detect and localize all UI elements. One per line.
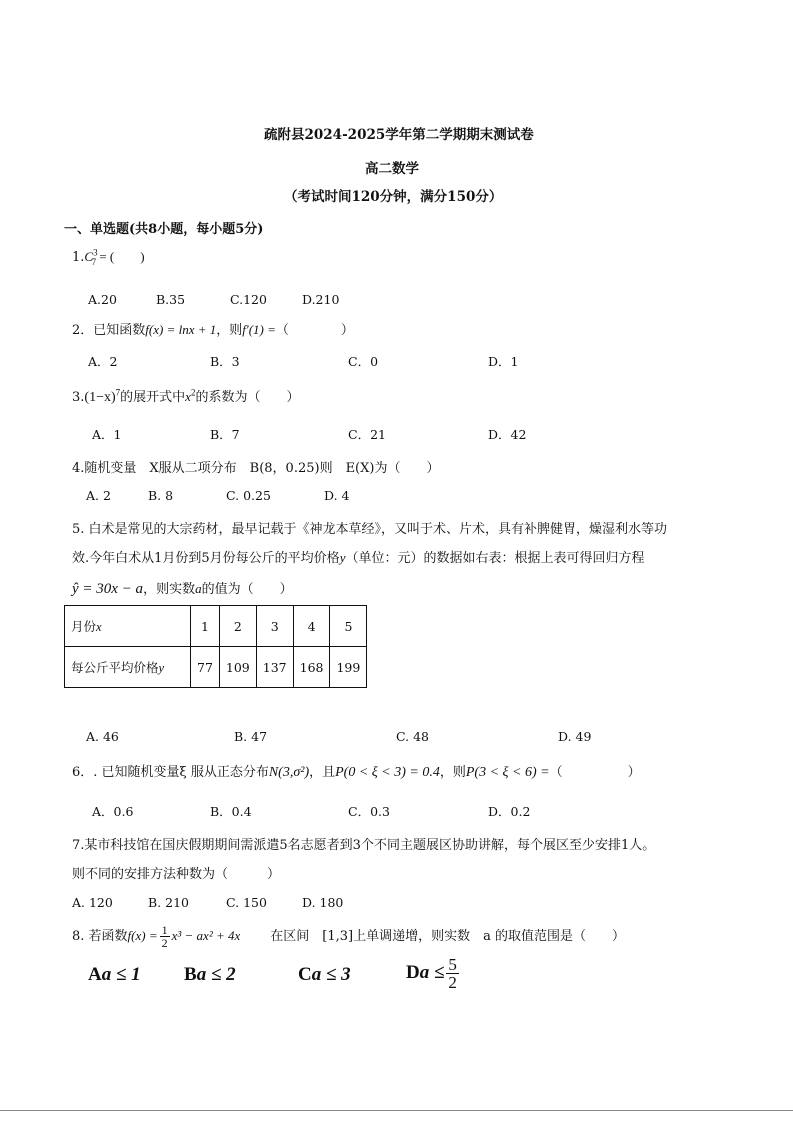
price-cell: 168 [293, 647, 330, 688]
price-cell: 109 [219, 647, 256, 688]
q5-line3-a: ，则实数 [143, 582, 196, 597]
price-var: y [158, 661, 165, 675]
q8-frac-den: 2 [161, 936, 168, 950]
q6-cond: P(0 < ξ < 3) = 0.4 [335, 765, 440, 780]
q8-option-c-expr: a ≤ 3 [311, 964, 351, 985]
subject-title: 高二数学 [365, 161, 419, 177]
q3-option-d: D．42 [488, 427, 527, 442]
q3-var-sup: 2 [190, 387, 196, 398]
q2-option-a: A．2 [88, 354, 118, 369]
question-8 [72, 924, 625, 949]
q3-expr: (1−x) [84, 390, 116, 405]
q4-option-a: A. 2 [86, 488, 111, 503]
question-3 [72, 386, 299, 406]
q3-option-b: B．7 [210, 427, 240, 442]
q7-option-c: C. 150 [226, 895, 267, 910]
q4-option-d: D. 4 [324, 488, 350, 503]
q5-option-c: C. 48 [396, 729, 429, 744]
q8-option-d-label: D [406, 961, 420, 983]
q5-line3-var: a [195, 581, 202, 596]
q3-mid: 的展开式中 [120, 390, 186, 405]
row-header-month [65, 606, 191, 647]
q8-func-rhs: x³ − ax² + 4x [171, 928, 241, 943]
q6-tail: （ ） [549, 765, 641, 780]
q5-line2-var: y [339, 550, 346, 565]
q8-option-b-label: B [184, 964, 197, 985]
question-4: 4.随机变量 X服从二项分布 B(8，0.25)则 E(X)为（ ） [72, 461, 440, 476]
q8-prefix: 8. 若函数 [72, 929, 128, 944]
page-bottom-divider [0, 1110, 793, 1111]
month-cell: 3 [256, 606, 293, 647]
q8-option-d-den: 2 [448, 973, 457, 992]
q5-line2-b: （单位：元）的数据如右表：根据上表可得回归方程 [345, 551, 645, 566]
q5-option-b: B. 47 [234, 729, 268, 744]
q8-tail: 在区间 [1,3]上单调递增，则实数 a 的取值范围是（ ） [270, 929, 625, 944]
q5-data-table [64, 605, 367, 688]
q7-line-2: 则不同的安排方法种数为（ ） [72, 867, 281, 882]
q1-expr-tail: = ( ) [96, 249, 145, 264]
q2-option-b: B．3 [210, 354, 240, 369]
q6-mid: ，且 [309, 765, 336, 780]
q1-option-a: A.20 [88, 292, 117, 307]
q8-option-d-fraction [446, 956, 459, 991]
price-cell: 77 [191, 647, 220, 688]
q2-prefix: 2．已知函数 [72, 323, 146, 338]
q2-mid: ，则 [216, 323, 243, 338]
q8-fraction [160, 924, 170, 949]
q5-option-d: D. 49 [558, 729, 592, 744]
q4-option-c: C. 0.25 [226, 488, 271, 503]
q7-option-a: A. 120 [72, 895, 113, 910]
q8-option-d-num: 5 [448, 955, 457, 974]
price-cell: 137 [256, 647, 293, 688]
q2-deriv: f′(1) = [242, 322, 276, 337]
question-2 [72, 319, 354, 338]
q3-option-a: A．1 [92, 427, 122, 442]
q6-option-a: A．0.6 [92, 804, 134, 819]
month-var: x [96, 620, 102, 634]
price-label: 每公斤平均价格 [71, 660, 159, 675]
q8-option-d [406, 956, 461, 991]
table-row [65, 647, 367, 688]
q8-option-a-expr: a ≤ 1 [101, 964, 141, 985]
q6-option-d: D．0.2 [488, 804, 531, 819]
q6-ask: P(3 < ξ < 6) = [465, 765, 550, 780]
q4-option-b: B. 8 [148, 488, 174, 503]
q8-option-c [298, 964, 351, 986]
q7-option-b: B. 210 [148, 895, 189, 910]
q3-expr-sup: 7 [115, 387, 121, 398]
q8-func-lhs: f(x) = [127, 928, 158, 943]
q1-option-d: D.210 [302, 292, 340, 307]
table-row [65, 606, 367, 647]
q1-number: 1. [72, 250, 85, 265]
month-cell: 5 [330, 606, 367, 647]
q2-func: f(x) = lnx + 1 [145, 322, 217, 337]
q3-number: 3. [72, 390, 85, 405]
q1-expr-sub: 7 [91, 256, 97, 267]
q1-option-b: B.35 [156, 292, 186, 307]
q8-option-d-expr: a ≤ [419, 961, 445, 983]
exam-info: （考试时间120分钟，满分150分） [284, 189, 503, 205]
q3-tail: 的系数为（ ） [195, 390, 300, 405]
month-cell: 4 [293, 606, 330, 647]
q3-var: x [185, 389, 191, 404]
q1-expr-base: C [84, 249, 94, 264]
q8-option-b [184, 964, 236, 986]
q2-tail: （ ） [275, 323, 354, 338]
question-6 [72, 761, 641, 781]
section-heading: 一、单选题(共8小题，每小题5分) [64, 222, 264, 237]
question-1 [72, 246, 145, 265]
q2-option-c: C．0 [348, 354, 379, 369]
q3-option-c: C．21 [348, 427, 386, 442]
q1-expr-sup: 3 [93, 247, 98, 258]
q5-regression: ŷ = 30x − a [72, 581, 144, 597]
q5-line3-b: 的值为（ ） [201, 582, 293, 597]
q5-line2-a: 效.今年白术从1月份到5月份每公斤的平均价格 [72, 551, 340, 566]
q1-option-c: C.120 [230, 292, 267, 307]
q7-option-d: D. 180 [302, 895, 344, 910]
q5-line-2 [72, 547, 644, 566]
month-cell: 2 [219, 606, 256, 647]
q5-line-3 [72, 578, 293, 598]
exam-title: 疏附县2024-2025学年第二学期期末测试卷 [264, 127, 534, 143]
row-header-price [65, 647, 191, 688]
q6-prefix: 6．. 已知随机变量ξ 服从正态分布 [72, 765, 269, 780]
price-cell: 199 [330, 647, 367, 688]
q2-option-d: D．1 [488, 354, 519, 369]
month-cell: 1 [191, 606, 220, 647]
q5-line-1: 5. 白术是常见的大宗药材，最早记载于《神龙本草经》，又叫于术、片术，具有补脾健胃，燥湿利水等功 [72, 522, 668, 537]
q6-mid2: ，则 [439, 765, 466, 780]
q8-option-a-label: A [88, 964, 102, 985]
q8-option-a [88, 964, 141, 986]
month-label: 月份 [71, 619, 97, 634]
q8-option-b-expr: a ≤ 2 [196, 964, 236, 985]
q6-dist: N(3,σ²) [268, 765, 310, 780]
q8-frac-num: 1 [161, 923, 168, 937]
q5-option-a: A. 46 [86, 729, 119, 744]
q6-option-c: C．0.3 [348, 804, 390, 819]
q6-option-b: B．0.4 [210, 804, 252, 819]
q8-option-c-label: C [298, 964, 312, 985]
q7-line-1: 7.某市科技馆在国庆假期期间需派遣5名志愿者到3个不同主题展区协助讲解，每个展区至少安排1人。 [72, 838, 656, 853]
